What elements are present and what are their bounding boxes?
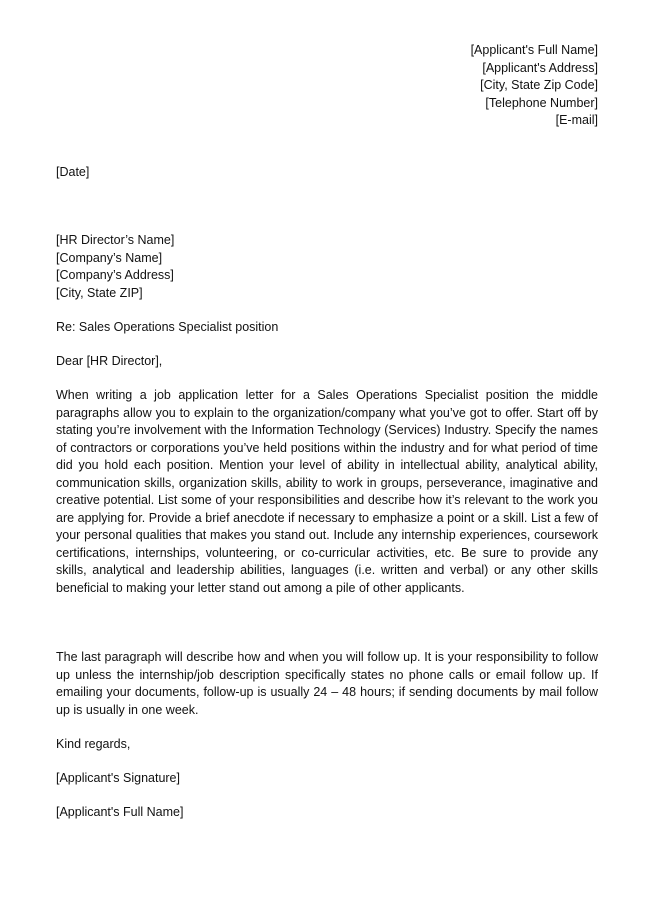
sender-full-name: [Applicant's Full Name]	[470, 43, 598, 57]
body-paragraph-1: When writing a job application letter for a Sales Operations Specialist position the middle paragraphs allow you to explain to the organization/company what you’ve got to offer. Start off by stating you’re involvement with the Information Technology (Services) Industry. Specify the names of contractors or corporations you’ve held positions within the industry and for what period of time did you hold each position. Mention your level of ability in intellectual ability, analytical ability, communication skills, organization skills, ability to work in groups, perseverance, imaginative and creative potential. List some of your responsibilities and describe how it’s relevant to the work you are applying for. Provide a brief anecdote if necessary to emphasize a point or a skill. List a few of your personal qualities that makes you stand out. Include any internship experiences, coursework certifications, internships, volunteering, or co-curricular activities, etc. Be sure to provide any skills, analytical and leadership abilities, languages (i.e. written and verbal) or any other skills beneficial to making your letter stand out among a pile of other applicants.	[56, 388, 598, 595]
sender-city-state-zip: [City, State Zip Code]	[480, 78, 598, 92]
recipient-address-block	[56, 232, 598, 302]
closing-full-name: [Applicant's Full Name]	[56, 805, 184, 819]
sender-address: [Applicant's Address]	[482, 60, 598, 75]
closing: Kind regards,	[56, 737, 131, 751]
signature-placeholder: [Applicant's Signature]	[56, 771, 180, 785]
sender-email: [E-mail]	[555, 113, 598, 127]
subject-line: Re: Sales Operations Specialist position	[56, 320, 279, 334]
recipient-hr-director-name: [HR Director’s Name]	[56, 233, 175, 247]
letter-date: [Date]	[56, 165, 90, 179]
recipient-company-name: [Company’s Name]	[56, 250, 163, 265]
recipient-city-state-zip: [City, State ZIP]	[56, 285, 143, 300]
sender-address-block	[471, 42, 598, 130]
body-paragraph-2: The last paragraph will describe how and when you will follow up. It is your responsibility to follow up unless the internship/job description specifically states no phone calls or email follow up. If emailing your documents, follow-up is usually 24 – 48 hours; if sending documents by mail follow up is usually in one week.	[56, 650, 598, 717]
sender-telephone: [Telephone Number]	[485, 95, 598, 110]
recipient-company-address: [Company’s Address]	[56, 268, 174, 282]
salutation: Dear [HR Director],	[56, 354, 163, 368]
